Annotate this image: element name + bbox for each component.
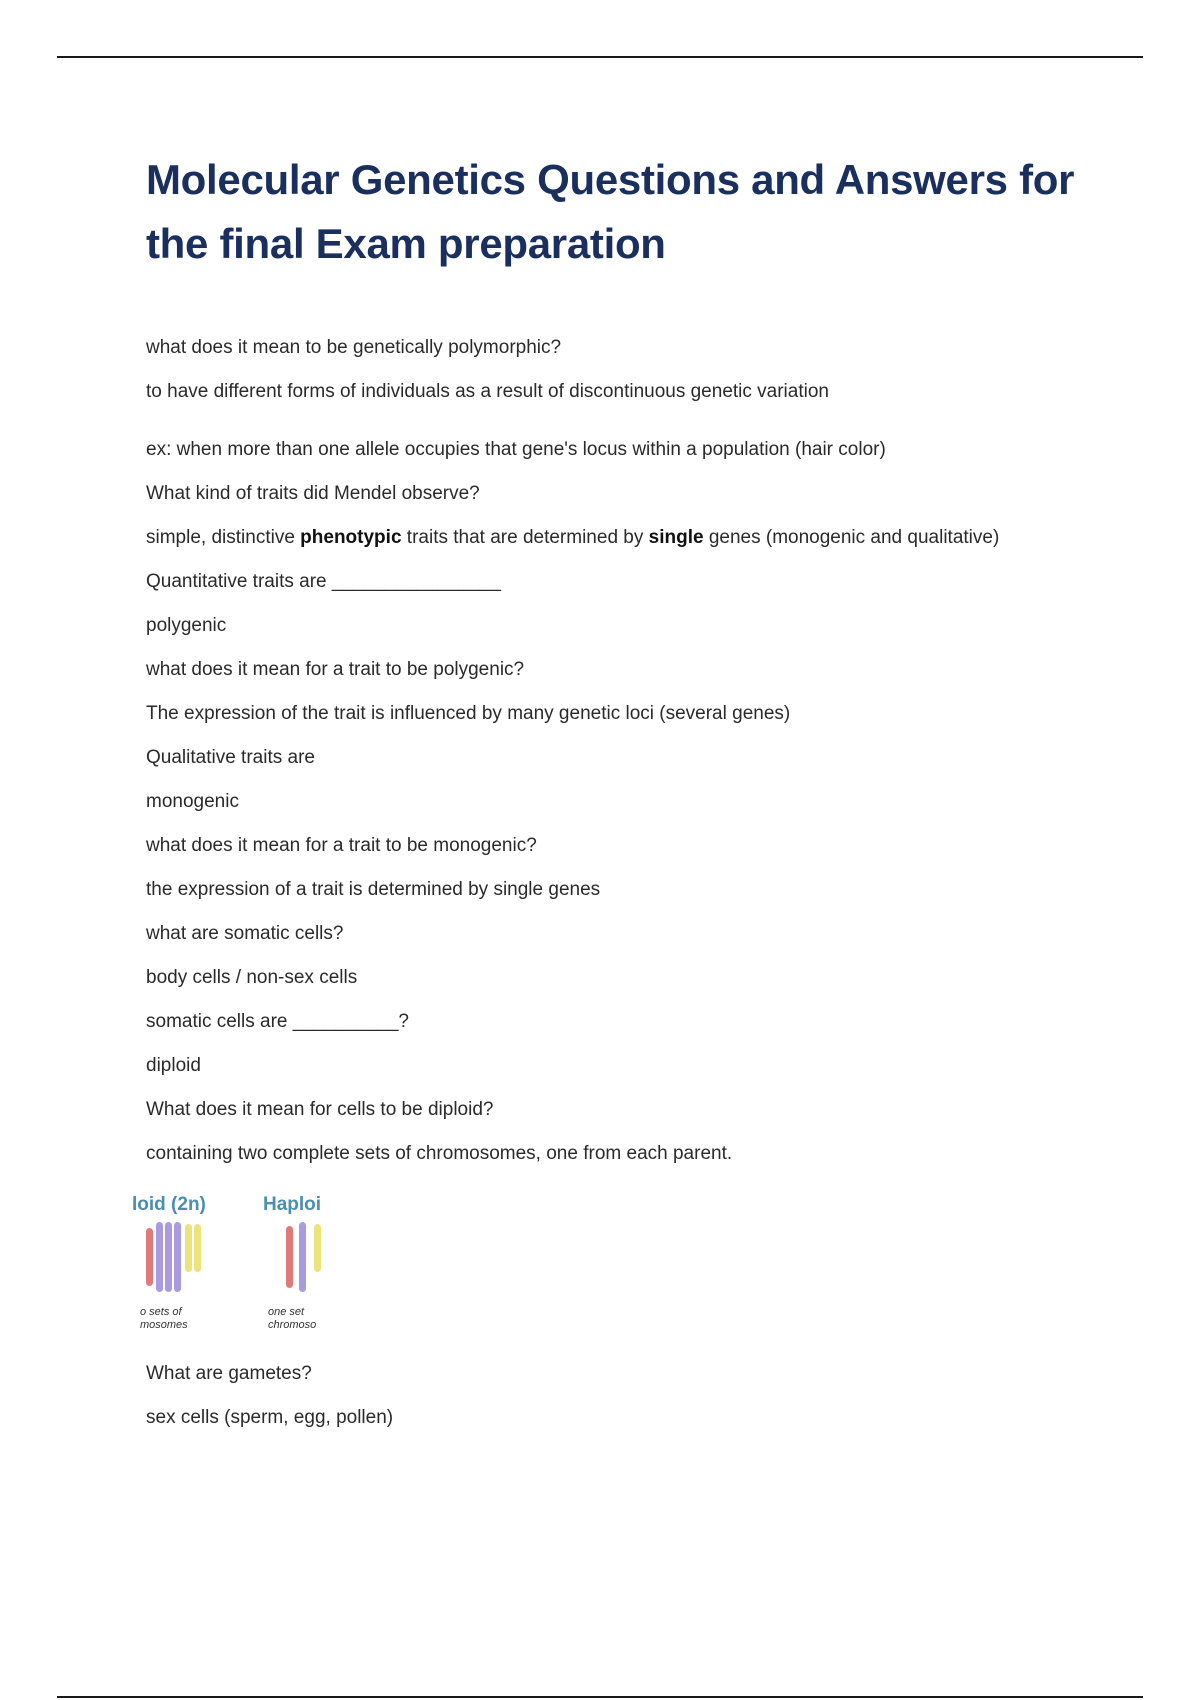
chromosome-purple	[174, 1222, 181, 1292]
question: What does it mean for cells to be diploid?	[146, 1099, 494, 1120]
question: Quantitative traits are ________________	[146, 571, 501, 592]
question: what are somatic cells?	[146, 923, 344, 944]
qa-list	[132, 336, 1106, 1430]
question: Qualitative traits are	[146, 747, 315, 768]
question: What are gametes?	[146, 1363, 312, 1384]
diploid-label: loid (2n)	[132, 1194, 206, 1215]
haploid-label: Haploi	[263, 1194, 322, 1215]
title-line-1: Molecular Genetics Questions and Answers for	[146, 156, 1075, 203]
question: somatic cells are __________?	[146, 1011, 410, 1032]
answer: polygenic	[146, 615, 227, 636]
diploid-haploid-figure	[132, 1190, 328, 1340]
document-title	[146, 148, 1106, 276]
chromosome-purple	[165, 1222, 172, 1292]
top-rule	[57, 56, 1143, 58]
caption-line: chromoso	[268, 1319, 317, 1331]
chromosome-red	[286, 1226, 293, 1288]
caption-line: one set	[268, 1306, 305, 1318]
answer-text: simple, distinctive	[146, 527, 301, 548]
caption-line: mosomes	[140, 1319, 188, 1331]
caption-line: o sets of	[140, 1306, 182, 1318]
chromosome-purple	[299, 1222, 306, 1292]
title-line-2: the final Exam preparation	[146, 220, 666, 267]
answer	[146, 526, 1106, 550]
document-body	[132, 148, 1106, 1430]
chromosome-yellow	[185, 1224, 192, 1272]
chromosome-red	[146, 1228, 153, 1286]
answer: ex: when more than one allele occupies that gene's locus within a population (hair color)	[146, 439, 886, 460]
answer: containing two complete sets of chromosomes, one from each parent.	[146, 1143, 733, 1164]
question: What kind of traits did Mendel observe?	[146, 483, 480, 504]
answer-text: genes (monogenic and qualitative)	[703, 527, 1000, 548]
answer: diploid	[146, 1055, 201, 1076]
answer: to have different forms of individuals as a result of discontinuous genetic variation	[146, 381, 829, 402]
haploid-caption	[268, 1306, 316, 1332]
bottom-rule	[57, 1696, 1143, 1698]
answer: The expression of the trait is influenced by many genetic loci (several genes)	[146, 703, 791, 724]
answer: sex cells (sperm, egg, pollen)	[146, 1407, 394, 1428]
answer: monogenic	[146, 791, 239, 812]
answer: body cells / non-sex cells	[146, 967, 358, 988]
answer: the expression of a trait is determined by single genes	[146, 879, 601, 900]
question: what does it mean for a trait to be monogenic?	[146, 835, 537, 856]
answer-text: traits that are determined by	[401, 527, 649, 548]
chromosome-yellow	[314, 1224, 321, 1272]
chromosome-yellow	[194, 1224, 201, 1272]
question: what does it mean to be genetically polymorphic?	[146, 337, 562, 358]
answer-bold-text: phenotypic	[300, 527, 402, 548]
chromosome-purple	[156, 1222, 163, 1292]
question: what does it mean for a trait to be polygenic?	[146, 659, 525, 680]
diploid-caption	[140, 1306, 188, 1332]
answer-bold-text: single	[648, 527, 704, 548]
